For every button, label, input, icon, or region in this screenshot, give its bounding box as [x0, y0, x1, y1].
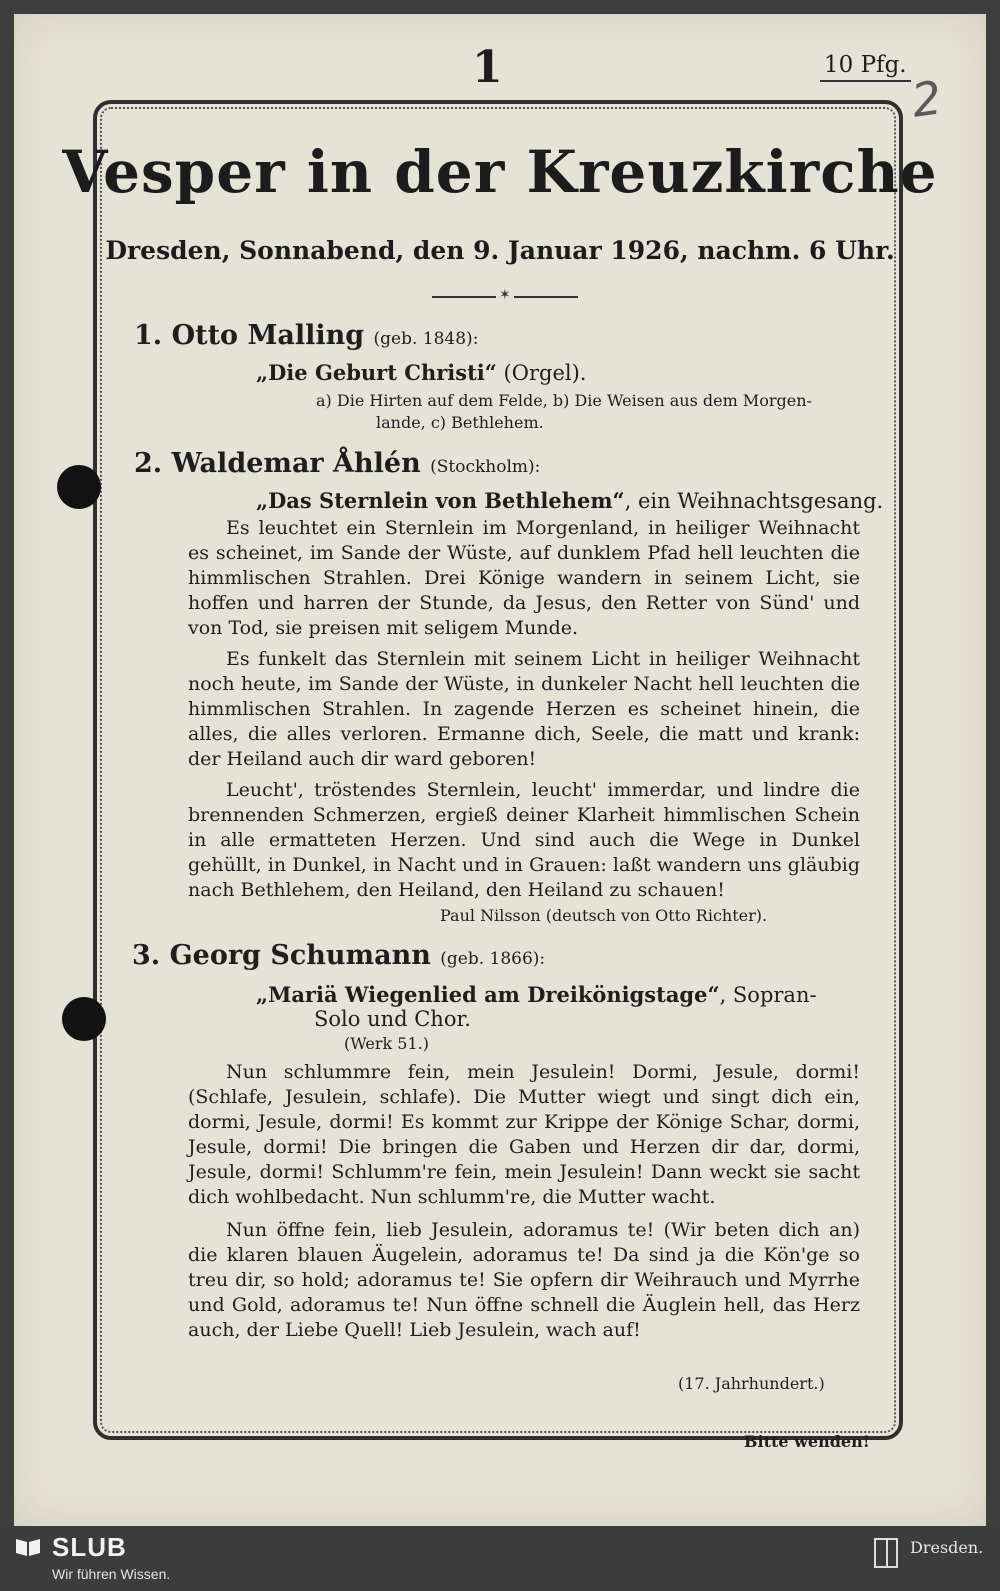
- item-2-composer: [134, 448, 540, 479]
- item-2-work: [256, 488, 883, 513]
- item-1-composer: [134, 320, 478, 351]
- event-date-line: Dresden, Sonnabend, den 9. Januar 1926, nachm. 6 Uhr.: [105, 236, 895, 265]
- dresden-logo-text[interactable]: Dresden.: [910, 1538, 984, 1557]
- pencil-mark: 2: [908, 70, 945, 128]
- work-title: „Mariä Wiegenlied am Dreikönigstage“: [256, 982, 720, 1007]
- work-suffix: (Orgel).: [496, 361, 587, 385]
- work-suffix: , Sopran-: [719, 983, 817, 1007]
- slub-logo-tagline: Wir führen Wissen.: [52, 1566, 171, 1582]
- item-1-work: [256, 360, 586, 385]
- composer-note: (Stockholm):: [430, 457, 541, 477]
- composer-name: 2. Waldemar Åhlén: [134, 448, 421, 479]
- composer-note: (geb. 1866):: [440, 949, 546, 969]
- verse-paragraph: Es funkelt das Sternlein mit seinem Licht in heiliger Weihnacht noch heute, im Sande der Wüste, in dunkeler Nacht hell leuchten die himmlischen Strahlen. In zagende Herzen es scheinet hinein, die alles, die alles verloren. Ermanne dich, Seele, die matt und krank: der Heiland auch dir ward geboren!: [188, 648, 860, 770]
- verse-paragraph: Nun öffne fein, lieb Jesulein, adoramus te! (Wir beten dich an) die klaren blauen Äugelein, adoramus te! Da sind ja die Kön'ge so treu dir, so hold; adoramus te! Sie opfern dir Weihrauch und Myrrhe und Gold, adoramus te! Nun öffne schnell die Äuglein hell, das Herz auch, der Liebe Quell! Lieb Jesulein, wach auf!: [188, 1219, 860, 1341]
- item-3-attribution: (17. Jahrhundert.): [678, 1374, 825, 1393]
- verse-paragraph: Es leuchtet ein Sternlein im Morgenland, in heiliger Weihnacht es scheinet, im Sande der Wüste, auf dunklem Pfad hell leuchten die himmlischen Strahlen. Drei Könige wandern in seinem Licht, sie hoffen und harren der Stunde, da Jesus, den Retter von Sünd' und von Tod, sie preisen mit seligem Munde.: [188, 517, 860, 639]
- work-suffix: , ein Weihnachtsgesang.: [624, 489, 884, 513]
- work-title: „Die Geburt Christi“: [256, 360, 497, 385]
- item-1-detail-line: lande, c) Bethlehem.: [376, 413, 544, 432]
- composer-name: 3. Georg Schumann: [132, 940, 431, 971]
- turn-over-note: Bitte wenden!: [744, 1432, 870, 1451]
- item-3-opus: (Werk 51.): [344, 1034, 429, 1053]
- work-suffix: Solo und Chor.: [314, 1007, 471, 1031]
- verse-paragraph: Leucht', tröstendes Sternlein, leucht' immerdar, und lindre die brennenden Schmerzen, ergieß deiner Klarheit himmlischen Schein in alle ermatteten Herzen. Und sind auch die Wege in Dunkel gehüllt, in Dunkel, in Nacht und in Grauen: laßt wandern uns gläubig nach Bethlehem, den Heiland, den Heiland zu schauen!: [188, 779, 860, 901]
- punch-hole: [57, 465, 101, 509]
- item-2-attribution: Paul Nilsson (deutsch von Otto Richter).: [440, 906, 768, 925]
- item-3-work-line-2: [314, 1006, 471, 1031]
- page-number: 1: [472, 42, 503, 93]
- verse-paragraph: Nun schlummre fein, mein Jesulein! Dormi, Jesule, dormi! (Schlafe, Jesulein, schlafe). Die Mutter wiegt und singt dich ein, dormi, Jesule, dormi! Es kommt zur Krippe der Könige Schar, dormi, Jesule, dormi! Die bringen die Gaben und Herzen dir dar, dormi, Jesule, dormi! Schlumm're fein, mein Jesulein! Dann weckt sie sacht dich wohlbedacht. Nun schlumm're, die Mutter wacht.: [188, 1061, 860, 1208]
- item-1-detail-line: a) Die Hirten auf dem Felde, b) Die Weisen aus dem Morgen-: [316, 391, 812, 410]
- book-icon: [14, 1536, 42, 1558]
- dresden-crest-icon: [874, 1538, 898, 1568]
- item-2-text: [188, 516, 860, 903]
- item-3-text: [188, 1060, 860, 1343]
- item-3-composer: [132, 940, 545, 971]
- item-3-work: [256, 982, 817, 1007]
- price-label: 10 Pfg.: [820, 52, 911, 82]
- punch-hole: [62, 997, 106, 1041]
- page-title: Vesper in der Kreuzkirche: [62, 138, 938, 206]
- slub-logo-name[interactable]: SLUB: [52, 1532, 127, 1562]
- divider-ornament: [432, 296, 578, 298]
- composer-name: 1. Otto Malling: [134, 320, 365, 351]
- work-title: „Das Sternlein von Bethlehem“: [256, 488, 625, 513]
- composer-note: (geb. 1848):: [373, 329, 479, 349]
